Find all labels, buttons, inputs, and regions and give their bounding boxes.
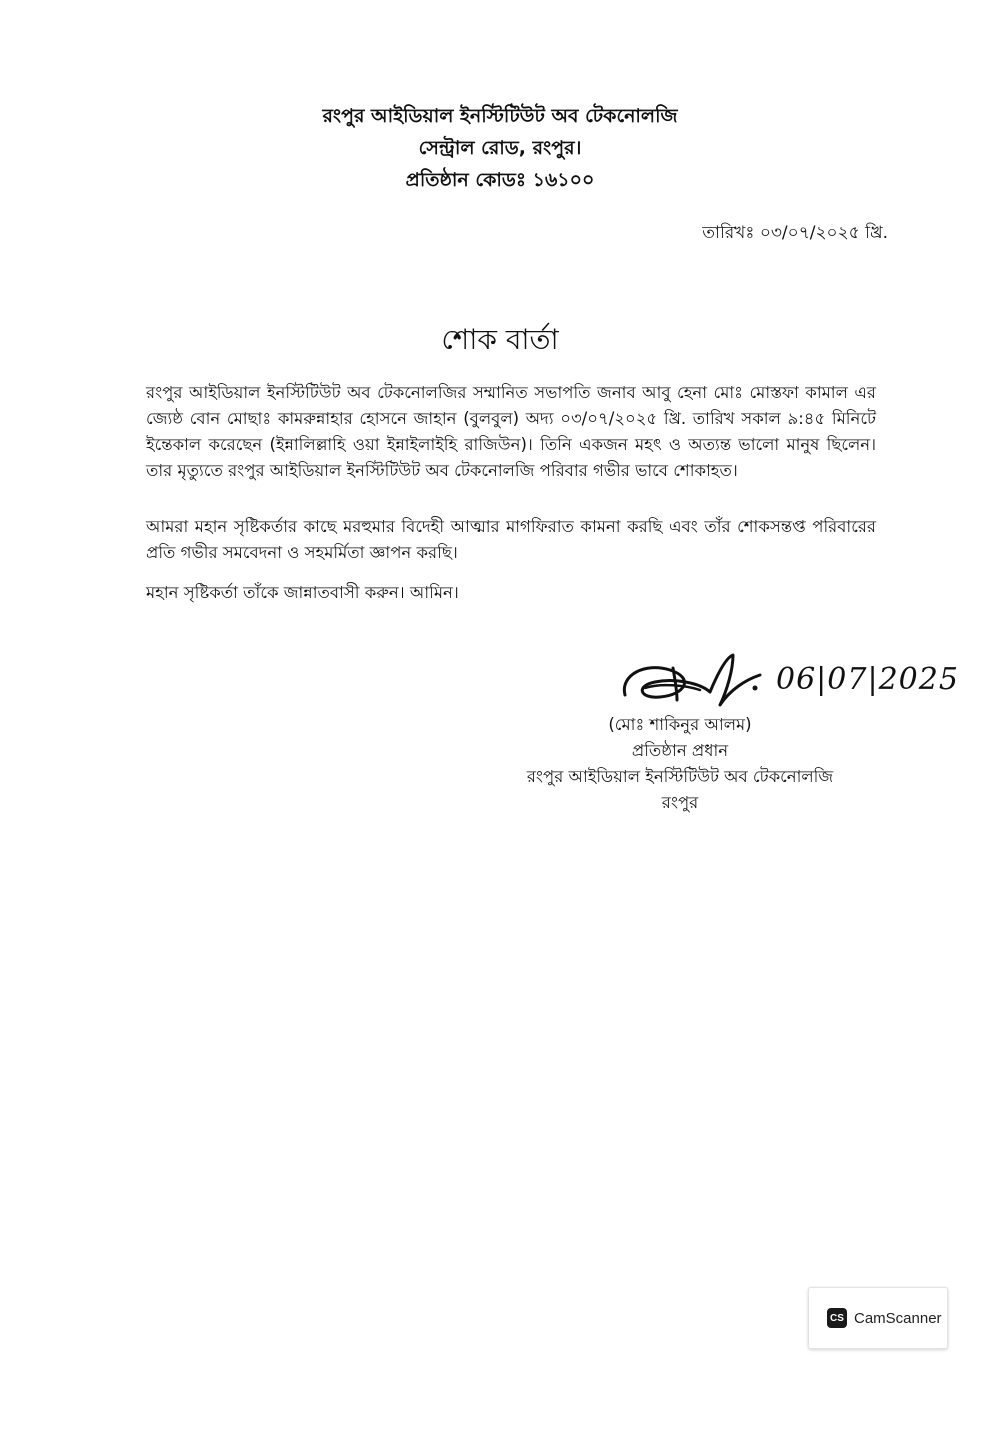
camscanner-watermark — [808, 1287, 948, 1349]
signatory-city: রংপুর — [661, 793, 699, 812]
camscanner-logo-icon: CS — [827, 1308, 847, 1328]
document-title: শোক বার্তা — [441, 323, 559, 356]
signatory-designation: প্রতিষ্ঠান প্রধান — [631, 741, 729, 760]
paragraph-condolence: আমরা মহান সৃষ্টিকর্তার কাছে মরহুমার বিদেহী আত্মার মাগফিরাত কামনা করছি এবং তাঁর শোকসন্তপ্ত পরিবারের প্রতি গভীর সমবেদনা ও সহমর্মিতা জ্ঞাপন করছি। — [146, 517, 876, 562]
signatory-block — [480, 712, 880, 816]
signatory-name: (মোঃ শাকিনুর আলম) — [608, 715, 752, 734]
document-date: তারিখঃ ০৩/০৭/২০২৫ খ্রি. — [702, 223, 888, 243]
institute-address: সেন্ট্রাল রোড, রংপুর। — [418, 137, 582, 159]
paragraph-announcement: রংপুর আইডিয়াল ইনস্টিটিউট অব টেকনোলজির সম্মানিত সভাপতি জনাব আবু হেনা মোঃ মোস্তফা কামাল এর জ্যেষ্ঠ বোন মোছাঃ কামরুন্নাহার হোসনে জাহান (বুলবুল) অদ্য ০৩/০৭/২০২৫ খ্রি. তারিখ সকাল ৯:৪৫ মিনিটে ইন্তেকাল করেছেন (ইন্নালিল্লাহি ওয়া ইন্নাইলাইহি রাজিউন)। তিনি একজন মহৎ ও অত্যন্ত ভালো মানুষ ছিলেন। তার মৃত্যুতে রংপুর আইডিয়াল ইনস্টিটিউট অব টেকনোলজি পরিবার গভীর ভাবে শোকাহত। — [146, 383, 876, 480]
institute-name: রংপুর আইডিয়াল ইনস্টিটিউট অব টেকনোলজি — [322, 105, 678, 127]
institute-code: প্রতিষ্ঠান কোডঃ ১৬১০০ — [405, 169, 595, 191]
letterhead — [0, 100, 1000, 196]
camscanner-label: CamScanner — [854, 1309, 942, 1327]
signatory-institute: রংপুর আইডিয়াল ইনস্টিটিউট অব টেকনোলজি — [526, 767, 834, 786]
paragraph-prayer: মহান সৃষ্টিকর্তা তাঁকে জান্নাতবাসী করুন। আমিন। — [146, 583, 459, 602]
handwritten-date: 06|07|2025 — [776, 662, 959, 697]
